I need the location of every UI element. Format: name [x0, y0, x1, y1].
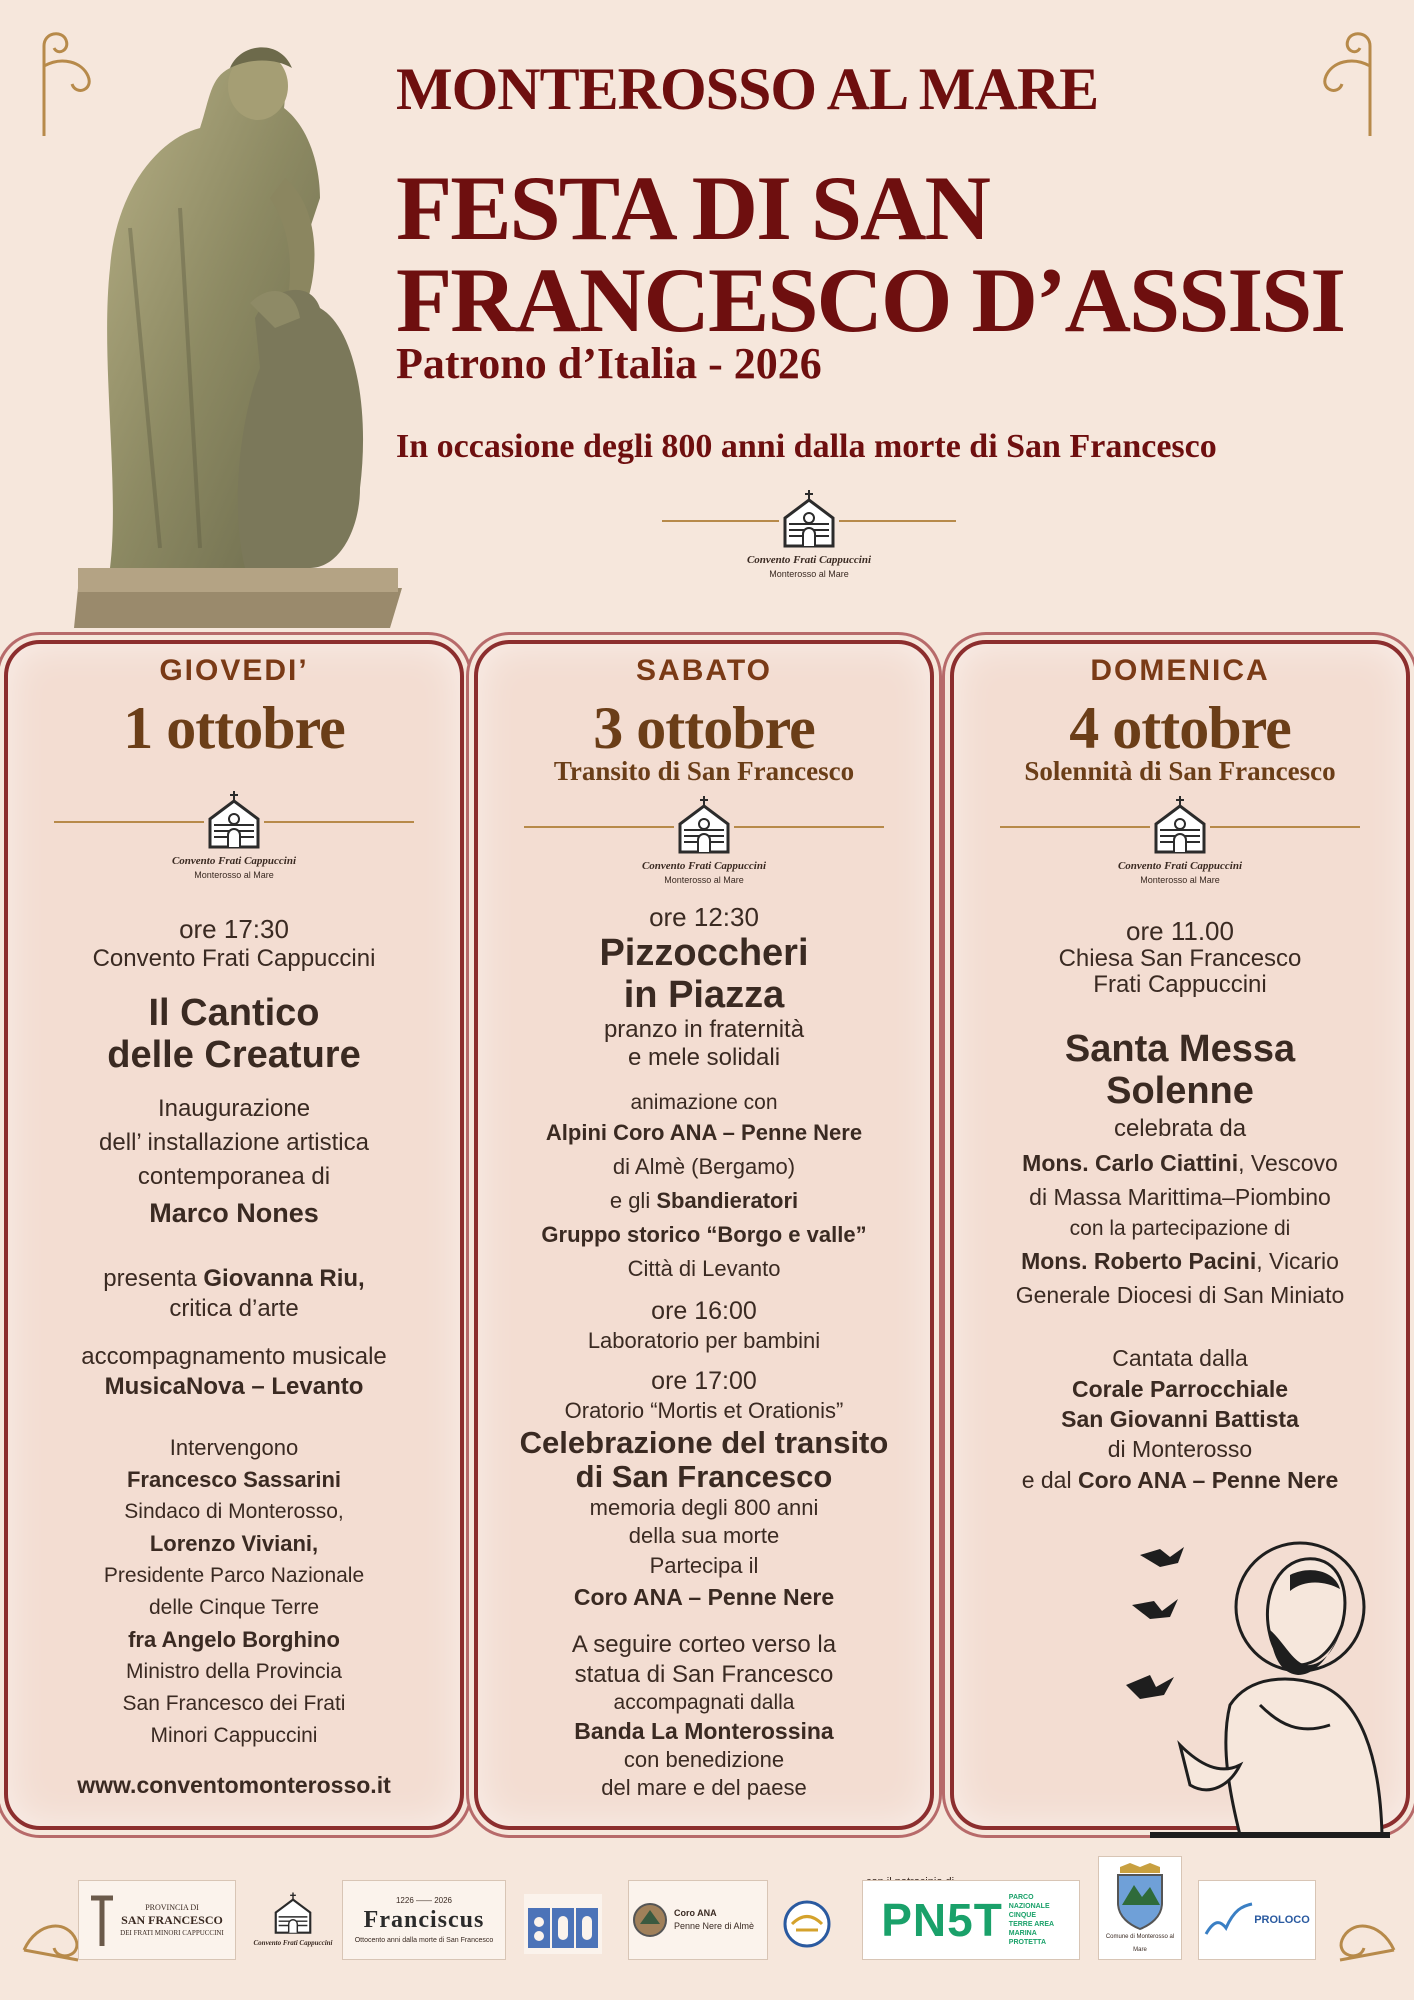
event-desc: contemporanea di: [137, 1163, 331, 1190]
header-emblem-name: Convento Frati Cappuccini: [746, 554, 872, 566]
group-name: Alpini Coro ANA – Penne Nere: [545, 1120, 863, 1145]
event-place: Chiesa San Francesco: [1058, 945, 1302, 972]
program-card-thursday: [4, 640, 464, 1830]
event-desc: statua di San Francesco: [574, 1661, 834, 1688]
church-icon: [271, 1891, 315, 1937]
music-label: accompagnamento musicale: [81, 1343, 387, 1370]
conjunction: e gli: [609, 1188, 651, 1213]
town-name: MONTEROSSO AL MARE: [396, 56, 1099, 122]
logo-proloco: [1198, 1880, 1316, 1960]
church-icon: [674, 794, 734, 858]
group-name: Sbandieratori: [656, 1188, 799, 1213]
logo-alpini-badge: [782, 1898, 832, 1950]
card-emblem-name: Convento Frati Cappuccini: [1117, 860, 1243, 872]
logo-coro-ana: [628, 1880, 768, 1960]
celebrant-role: , Vicario: [1256, 1248, 1339, 1274]
celebrant-role: di Massa Marittima–Piombino: [1029, 1184, 1331, 1210]
logo-franciscus: [342, 1880, 506, 1960]
church-icon: [779, 488, 839, 552]
celebrant-role: Generale Diocesi di San Miniato: [1015, 1282, 1345, 1308]
coro-ana-badge-icon: [632, 1900, 668, 1940]
event-title-line2: FRANCESCO D’ASSISI: [396, 249, 1345, 351]
church-icon: [204, 789, 264, 853]
card-emblem-place: Monterosso al Mare: [194, 870, 274, 880]
speaker-role: Sindaco di Monterosso,: [124, 1500, 344, 1523]
card-body: [488, 902, 920, 1802]
choir-name: Corale Parrocchiale: [1071, 1376, 1289, 1402]
event-desc: Oratorio “Mortis et Orationis”: [564, 1398, 844, 1423]
choir-origin: di Monterosso: [1107, 1436, 1253, 1462]
event-time: ore 11.00: [1126, 916, 1234, 946]
event-desc: accompagnati dalla: [613, 1691, 795, 1714]
corner-ornament-bottom-right: [1330, 1900, 1400, 1970]
logo-convento: [252, 1880, 334, 1960]
card-day: SABATO: [636, 654, 772, 687]
card-day: GIOVEDI’: [159, 654, 309, 687]
event-desc: Laboratorio per bambini: [587, 1328, 821, 1353]
speakers-label: Intervengono: [169, 1435, 299, 1460]
card-date: 4 ottobre: [1069, 695, 1291, 761]
church-icon: [1150, 794, 1210, 858]
music-name: MusicaNova – Levanto: [104, 1373, 364, 1400]
event-desc: con la partecipazione di: [1069, 1217, 1291, 1240]
card-date: 1 ottobre: [123, 695, 345, 761]
group-origin: di Almè (Bergamo): [612, 1154, 796, 1179]
event-desc: dell’ installazione artistica: [99, 1129, 369, 1156]
card-body: [18, 914, 450, 1800]
event-desc: del mare e del paese: [601, 1775, 807, 1800]
event-title: Il Cantico: [148, 992, 320, 1034]
event-title: Solenne: [1106, 1070, 1254, 1112]
presenter-label: presenta: [103, 1265, 197, 1292]
header-emblem: [662, 488, 956, 588]
franciscus-sub: Ottocento anni dalla morte di San Francesco: [354, 1936, 494, 1944]
speaker-name: fra Angelo Borghino: [128, 1627, 340, 1652]
provincia-sub: DEI FRATI MINORI CAPPUCCINI: [120, 1928, 224, 1937]
card-day: DOMENICA: [1090, 654, 1270, 687]
event-desc: celebrata da: [1113, 1115, 1247, 1142]
speaker-name: Francesco Sassarini: [126, 1467, 341, 1492]
event-title: in Piazza: [623, 974, 785, 1016]
event-title: delle Creature: [107, 1034, 361, 1076]
event-title: [396, 157, 1396, 351]
coro-ana-sub: Penne Nere di Almè: [674, 1921, 755, 1931]
franciscus-years: 1226 —— 2026: [395, 1895, 453, 1905]
comune-label: Comune di Monterosso al Mare: [1105, 1934, 1175, 1953]
card-emblem-name: Convento Frati Cappuccini: [641, 860, 767, 872]
logo-comune-monterosso: [1098, 1856, 1182, 1960]
group-origin: Città di Levanto: [627, 1256, 781, 1281]
event-desc: A seguire corteo verso la: [571, 1631, 837, 1658]
event-title: Celebrazione del transito: [519, 1425, 889, 1460]
event-time: ore 17:30: [179, 914, 289, 944]
provincia-name: SAN FRANCESCO: [121, 1912, 223, 1927]
event-desc: Inaugurazione: [157, 1095, 311, 1122]
card-subtitle: Transito di San Francesco: [553, 756, 855, 786]
website-link[interactable]: www.conventomonterosso.it: [77, 1772, 391, 1798]
event-desc: memoria degli 800 anni: [589, 1495, 819, 1520]
saint-francis-statue-image: [70, 28, 410, 633]
speaker-role: San Francesco dei Frati: [122, 1692, 346, 1715]
proloco-name: PROLOCO: [1254, 1914, 1310, 1926]
event-desc: e mele solidali: [627, 1044, 781, 1071]
card-emblem: [524, 794, 884, 894]
franciscus-title: Franciscus: [363, 1906, 485, 1933]
card-emblem: [54, 789, 414, 889]
event-desc: con benedizione: [623, 1747, 785, 1772]
header-emblem-place: Monterosso al Mare: [769, 569, 849, 579]
pnst-mark: PN5T: [881, 1894, 1003, 1946]
event-occasion: In occasione degli 800 anni dalla morte di San Francesco: [396, 428, 1217, 465]
card-emblem: [1000, 794, 1360, 894]
provincia-label: PROVINCIA DI: [145, 1902, 199, 1912]
saint-francis-birds-drawing: [1120, 1535, 1400, 1845]
event-desc: Cantata dalla: [1112, 1345, 1248, 1371]
card-emblem-place: Monterosso al Mare: [664, 875, 744, 885]
event-time: ore 17:00: [651, 1367, 757, 1395]
town-crest-icon: [1110, 1859, 1170, 1931]
event-desc: pranzo in fraternità: [603, 1016, 805, 1043]
event-title-line1: FESTA DI SAN: [396, 157, 989, 259]
corner-ornament-top-right: [1312, 26, 1382, 141]
event-desc: della sua morte: [628, 1523, 780, 1548]
group-name: Banda La Monterossina: [574, 1718, 834, 1744]
event-desc: Partecipa il: [649, 1553, 759, 1578]
choir-name: Coro ANA – Penne Nere: [1077, 1467, 1339, 1493]
celebrant-role: , Vescovo: [1238, 1150, 1338, 1176]
speaker-role: Presidente Parco Nazionale: [103, 1564, 365, 1587]
event-place: Frati Cappuccini: [1093, 971, 1267, 998]
logo-provincia-san-francesco: [78, 1880, 236, 1960]
presenter-name: Giovanna Riu,: [203, 1265, 365, 1292]
proloco-wave-icon: [1204, 1900, 1254, 1940]
card-emblem-place: Monterosso al Mare: [1140, 875, 1220, 885]
speaker-role: Ministro della Provincia: [126, 1660, 342, 1683]
program-card-saturday: [474, 640, 934, 1830]
card-emblem-name: Convento Frati Cappuccini: [171, 855, 297, 867]
card-subtitle: Solennità di San Francesco: [1024, 756, 1336, 786]
tau-cross-icon: [87, 1890, 117, 1950]
speaker-role: delle Cinque Terre: [148, 1596, 320, 1619]
pnst-sub: PARCO NAZIONALE CINQUE TERRE AREA MARINA PROTETTA: [1008, 1894, 1054, 1946]
artist-name: Marco Nones: [149, 1198, 319, 1228]
coro-ana-name: Coro ANA: [674, 1908, 717, 1918]
card-body: [964, 916, 1396, 1496]
event-place: Convento Frati Cappuccini: [92, 945, 376, 972]
group-name: Coro ANA – Penne Nere: [573, 1584, 835, 1610]
choir-name: San Giovanni Battista: [1061, 1406, 1299, 1432]
event-title: di San Francesco: [575, 1459, 833, 1494]
card-date: 3 ottobre: [593, 695, 815, 761]
event-title: Santa Messa: [1064, 1028, 1296, 1070]
logo-parco-cinque-terre: [862, 1880, 1080, 1960]
speaker-role: Minori Cappuccini: [150, 1724, 318, 1747]
event-title: Pizzoccheri: [599, 932, 809, 974]
convento-logo-name: Convento Frati Cappuccini: [253, 1938, 333, 1947]
event-time: ore 12:30: [649, 902, 759, 932]
celebrant-name: Mons. Roberto Pacini: [1021, 1248, 1257, 1274]
conjunction: e dal: [1021, 1467, 1072, 1493]
celebrant-name: Mons. Carlo Ciattini: [1022, 1150, 1239, 1176]
logo-800-anni: [524, 1894, 602, 1954]
group-name: Gruppo storico “Borgo e valle”: [541, 1222, 867, 1247]
speaker-name: Lorenzo Viviani,: [149, 1531, 319, 1556]
event-time: ore 16:00: [651, 1297, 757, 1325]
event-subtitle: Patrono d’Italia - 2026: [396, 339, 822, 388]
presenter-role: critica d’arte: [169, 1295, 299, 1322]
event-desc: animazione con: [630, 1091, 778, 1114]
